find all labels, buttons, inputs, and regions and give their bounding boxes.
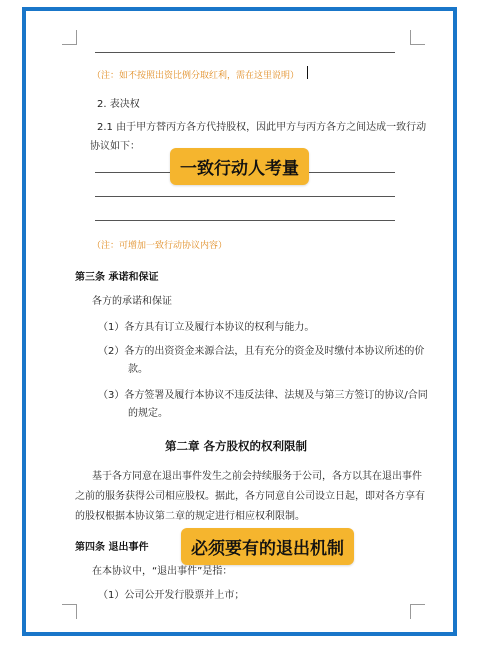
section-2-title: 2. 表决权: [97, 99, 140, 110]
paragraph-line-3: 的股权根据本协议第二章的规定进行相应权利限制。: [75, 511, 305, 522]
text-cursor: [307, 66, 308, 79]
article-4-intro: 在本协议中，“退出事件”是指：: [92, 566, 233, 577]
crop-mark-bottom-right: [410, 604, 425, 619]
list-item: （1）公司公开发行股票并上市；: [98, 590, 245, 601]
article-3-title: 第三条 承诺和保证: [75, 272, 159, 283]
note-profit-sharing: （注：如不按照出资比例分取红利，需在这里说明）: [92, 71, 300, 81]
list-item-continued: 款。: [128, 364, 148, 375]
list-item: （2）各方的出资资金来源合法，且有充分的资金及时缴付本协议所述的价: [98, 346, 425, 357]
list-item: （3）各方签署及履行本协议不违反法律、法规及与第三方签订的协议/合同: [98, 390, 428, 401]
clause-2-1-line-2: 协议如下：: [90, 141, 140, 152]
clause-2-1-line-1: 2.1 由于甲方替丙方各方代持股权，因此甲方与丙方各方之间达成一致行动: [97, 122, 427, 133]
list-item: （1）各方具有订立及履行本协议的权利与能力。: [98, 322, 315, 333]
paragraph-line-1: 基于各方同意在退出事件发生之前会持续服务于公司，各方以其在退出事件: [92, 471, 422, 482]
blank-line: [95, 52, 395, 53]
note-concerted-action: （注：可增加一致行动协议内容）: [92, 241, 228, 251]
blank-line: [95, 196, 395, 197]
paragraph-line-2: 之前的服务获得公司相应股权。据此，各方同意自公司设立日起，即对各方享有: [75, 491, 425, 502]
blank-line: [95, 220, 395, 221]
sticker-concerted-action: 一致行动人考量: [170, 148, 309, 185]
crop-mark-bottom-left: [62, 604, 77, 619]
crop-mark-top-right: [410, 30, 425, 45]
article-4-title: 第四条 退出事件: [75, 542, 149, 553]
list-item-continued: 的规定。: [128, 408, 168, 419]
crop-mark-top-left: [62, 30, 77, 45]
chapter-2-title: 第二章 各方股权的权利限制: [165, 439, 308, 453]
sticker-exit-mechanism: 必须要有的退出机制: [181, 528, 354, 565]
article-3-intro: 各方的承诺和保证: [92, 296, 172, 307]
